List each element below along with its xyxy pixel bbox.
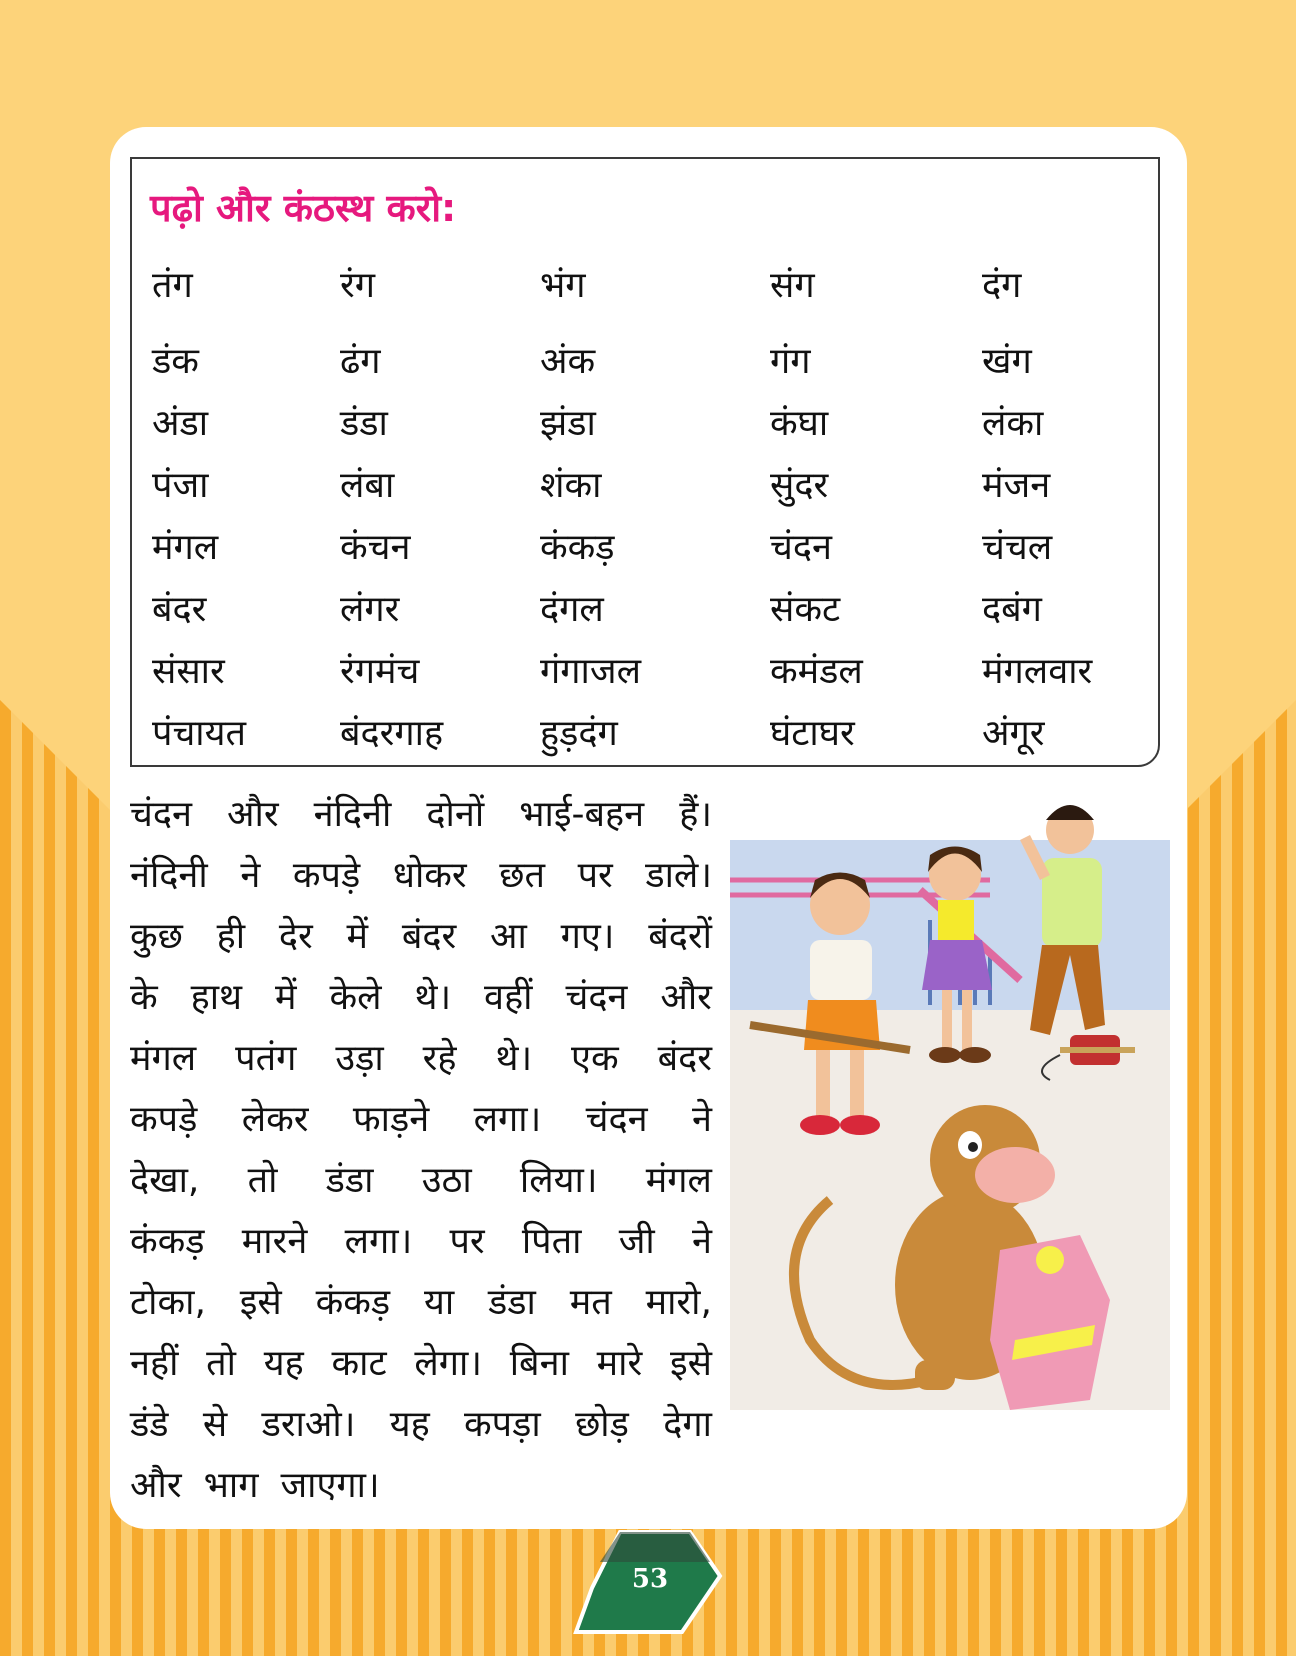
story-word: यह bbox=[263, 1343, 304, 1384]
story-word: चंदन bbox=[585, 1099, 648, 1140]
story-word: या bbox=[423, 1282, 455, 1323]
story-word: भाई-बहन bbox=[519, 794, 645, 835]
word-cell: डंक bbox=[152, 341, 199, 382]
story-word: उठा bbox=[421, 1160, 472, 1201]
story-word: इसे bbox=[669, 1343, 712, 1384]
story-word: बंदरों bbox=[648, 916, 712, 957]
word-cell: झंडा bbox=[540, 403, 596, 444]
story-word: कपड़ा bbox=[464, 1404, 541, 1445]
story-line bbox=[130, 1161, 712, 1222]
word-cell: अंडा bbox=[152, 403, 209, 444]
word-row bbox=[132, 583, 1162, 633]
story-word: तो bbox=[206, 1343, 237, 1384]
story-word: रहे bbox=[422, 1038, 457, 1079]
story-line bbox=[130, 1100, 712, 1161]
story-word: ने bbox=[240, 855, 261, 896]
word-list-box bbox=[130, 157, 1160, 767]
story-word: से bbox=[202, 1404, 228, 1445]
story-word: कंकड़ bbox=[130, 1221, 205, 1262]
story-word: देगा bbox=[663, 1404, 712, 1445]
word-cell: कंकड़ bbox=[540, 527, 615, 568]
story-word: मंगल bbox=[130, 1038, 197, 1079]
word-cell: कंघा bbox=[770, 403, 829, 444]
story-word: हाथ bbox=[190, 977, 243, 1018]
story-word: पर bbox=[577, 855, 613, 896]
story-word: ही bbox=[216, 916, 246, 957]
word-cell: दंगल bbox=[540, 589, 604, 630]
word-row bbox=[132, 521, 1162, 571]
story-word: गए। bbox=[560, 916, 615, 957]
word-cell: मंगलवार bbox=[982, 651, 1093, 692]
story-word: देर bbox=[278, 916, 313, 957]
word-cell: संग bbox=[770, 265, 815, 306]
story-word: टोका, bbox=[130, 1282, 206, 1323]
torn-shirt bbox=[990, 1235, 1110, 1410]
story-word: डाले। bbox=[645, 855, 712, 896]
story-word: लेगा। bbox=[414, 1343, 482, 1384]
word-cell: पंचायत bbox=[152, 713, 247, 754]
story-word: एक bbox=[571, 1038, 619, 1079]
story-word: और bbox=[130, 1465, 182, 1506]
story-word: लिया। bbox=[519, 1160, 598, 1201]
story-word: के bbox=[130, 977, 158, 1018]
word-cell: भंग bbox=[540, 265, 586, 306]
word-cell: लंबा bbox=[340, 465, 395, 506]
story-word: कपड़े bbox=[130, 1099, 198, 1140]
story-word: बिना bbox=[509, 1343, 569, 1384]
story-word: लगा। bbox=[344, 1221, 413, 1262]
word-row bbox=[132, 335, 1162, 385]
word-cell: सुंदर bbox=[770, 465, 829, 506]
word-cell: ढंग bbox=[340, 341, 381, 382]
word-cell: डंडा bbox=[340, 403, 388, 444]
story-word: मारे bbox=[596, 1343, 643, 1384]
story-word: छत bbox=[499, 855, 545, 896]
page-number: 53 bbox=[631, 1564, 669, 1594]
story-word: केले bbox=[329, 977, 382, 1018]
story-word: आ bbox=[490, 916, 527, 957]
word-cell: कंचन bbox=[340, 527, 411, 568]
story-line bbox=[130, 856, 712, 917]
story-word: में bbox=[274, 977, 297, 1018]
word-cell: लंगर bbox=[340, 589, 400, 630]
word-row bbox=[132, 645, 1162, 695]
word-cell: रंगमंच bbox=[340, 651, 420, 692]
word-cell: अंक bbox=[540, 341, 596, 382]
story-word: पिता bbox=[521, 1221, 582, 1262]
word-cell: चंचल bbox=[982, 527, 1053, 568]
word-cell: बंदर bbox=[152, 589, 207, 630]
story-line bbox=[130, 978, 712, 1039]
story-word: चंदन bbox=[130, 794, 192, 835]
word-cell: तंग bbox=[152, 265, 193, 306]
section-heading: पढ़ो और कंठस्थ करो: bbox=[150, 186, 457, 230]
story-word: मारने bbox=[241, 1221, 308, 1262]
story-line bbox=[130, 795, 712, 856]
story-word: काट bbox=[331, 1343, 387, 1384]
story-word: डंडा bbox=[488, 1282, 536, 1323]
word-cell: शंका bbox=[540, 465, 602, 506]
story-word: धोकर bbox=[392, 855, 467, 896]
story-line bbox=[130, 1039, 712, 1100]
word-cell: संकट bbox=[770, 589, 841, 630]
word-cell: हुड़दंग bbox=[540, 713, 618, 754]
page-number-badge bbox=[570, 1528, 730, 1638]
story-word: थे। bbox=[495, 1038, 533, 1079]
story-word: लेकर bbox=[241, 1099, 309, 1140]
story-line bbox=[130, 1344, 712, 1405]
word-row bbox=[132, 459, 1162, 509]
word-cell: पंजा bbox=[152, 465, 209, 506]
story-word: डंडे bbox=[130, 1404, 169, 1445]
story-word: पतंग bbox=[235, 1038, 297, 1079]
story-word: और bbox=[660, 977, 712, 1018]
word-cell: खंग bbox=[982, 341, 1032, 382]
story-word: ने bbox=[691, 1099, 712, 1140]
word-cell: मंजन bbox=[982, 465, 1051, 506]
story-word: थे। bbox=[414, 977, 452, 1018]
story-word: तो bbox=[247, 1160, 278, 1201]
story-word: वहीं bbox=[484, 977, 533, 1018]
word-cell: कमंडल bbox=[770, 651, 863, 692]
story-word: चंदन bbox=[565, 977, 628, 1018]
story-word: जी bbox=[618, 1221, 655, 1262]
word-cell: चंदन bbox=[770, 527, 832, 568]
story-word: उड़ा bbox=[335, 1038, 384, 1079]
story-word: पर bbox=[449, 1221, 485, 1262]
story-line bbox=[130, 1466, 712, 1527]
word-cell: संसार bbox=[152, 651, 225, 692]
story-line bbox=[130, 917, 712, 978]
story-word: छोड़ bbox=[575, 1404, 629, 1445]
word-cell: दबंग bbox=[982, 589, 1042, 630]
story-word: और bbox=[227, 794, 279, 835]
word-cell: बंदरगाह bbox=[340, 713, 444, 754]
story-word: कंकड़ bbox=[315, 1282, 391, 1323]
story-word: कपड़े bbox=[292, 855, 361, 896]
story-word: मारो, bbox=[645, 1282, 712, 1323]
story-word: जाएगा। bbox=[280, 1465, 380, 1506]
word-cell: लंका bbox=[982, 403, 1044, 444]
story-word: भाग bbox=[203, 1465, 259, 1506]
story-word: डराओ। bbox=[261, 1404, 356, 1445]
word-cell: अंगूर bbox=[982, 713, 1045, 754]
story-word: बंदर bbox=[657, 1038, 712, 1079]
word-row bbox=[132, 397, 1162, 447]
story-word: कुछ bbox=[130, 916, 183, 957]
word-cell: गंगाजल bbox=[540, 651, 641, 692]
story-line bbox=[130, 1222, 712, 1283]
word-cell: दंग bbox=[982, 265, 1022, 306]
story-line bbox=[130, 1405, 712, 1466]
story-word: नहीं bbox=[130, 1343, 179, 1384]
story-word: यह bbox=[389, 1404, 430, 1445]
story-word: नंदिनी bbox=[130, 855, 208, 896]
story-word: हैं। bbox=[679, 794, 712, 835]
story-word: ने bbox=[691, 1221, 712, 1262]
story-word: मत bbox=[569, 1282, 612, 1323]
story-word: फाड़ने bbox=[352, 1099, 430, 1140]
word-cell: गंग bbox=[770, 341, 811, 382]
story-illustration bbox=[730, 780, 1170, 1470]
story-paragraph bbox=[130, 795, 712, 1527]
story-word: बंदर bbox=[401, 916, 457, 957]
word-row bbox=[132, 707, 1162, 757]
word-row bbox=[132, 259, 1162, 309]
story-line bbox=[130, 1283, 712, 1344]
story-word: डंडा bbox=[325, 1160, 374, 1201]
story-word: मंगल bbox=[645, 1160, 712, 1201]
story-word: में bbox=[346, 916, 369, 957]
story-word: लगा। bbox=[473, 1099, 542, 1140]
story-word: देखा, bbox=[130, 1160, 200, 1201]
word-cell: घंटाघर bbox=[770, 713, 855, 754]
word-cell: मंगल bbox=[152, 527, 219, 568]
word-cell: रंग bbox=[340, 265, 375, 306]
story-word: नंदिनी bbox=[313, 794, 392, 835]
story-word: इसे bbox=[239, 1282, 282, 1323]
story-word: दोनों bbox=[426, 794, 485, 835]
